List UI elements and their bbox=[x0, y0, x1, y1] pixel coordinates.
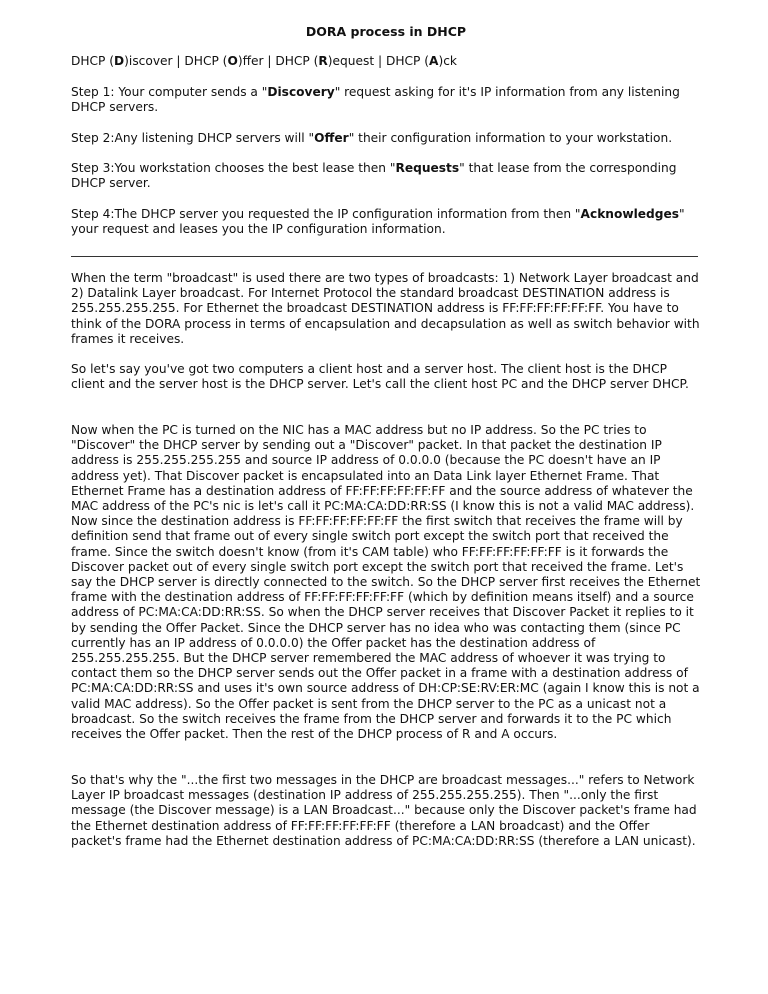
step-4: Step 4:The DHCP server you requested the IP configuration information from then "Acknowledges" your request and leases you the IP configuration information. bbox=[71, 207, 685, 237]
dora-acronym-line: DHCP (D)iscover | DHCP (O)ffer | DHCP (R)equest | DHCP (A)ck bbox=[71, 54, 457, 68]
paragraph-two-computers: So let's say you've got two computers a client host and a server host. The client host is the DHCP client and the server host is the DHCP server. Let's call the client host PC and the DHCP server DHCP. bbox=[71, 362, 689, 392]
paragraph-conclusion: So that's why the "...the first two messages in the DHCP are broadcast messages..." refers to Network Layer IP broadcast messages (destination IP address of 255.255.255.255). Then "...only the first message (the Discover message) is a LAN Broadcast..." because only the Discover packet's frame had the Ethernet destination address of FF:FF:FF:FF:FF:FF (therefore a LAN broadcast) and the Offer packet's frame had the Ethernet destination address of PC:MA:CA:DD:RR:SS (therefore a LAN unicast). bbox=[71, 773, 697, 848]
step-1: Step 1: Your computer sends a "Discovery" request asking for it's IP information from any listening DHCP servers. bbox=[71, 85, 680, 115]
step-3: Step 3:You workstation chooses the best lease then "Requests" that lease from the corresponding DHCP server. bbox=[71, 161, 677, 191]
step-2: Step 2:Any listening DHCP servers will "Offer" their configuration information to your workstation. bbox=[71, 131, 673, 145]
paragraph-dora-walkthrough: Now when the PC is turned on the NIC has a MAC address but no IP address. So the PC tries to "Discover" the DHCP server by sending out a "Discover" packet. In that packet the destination IP address is 255.255.255.255 and source IP address of 0.0.0.0 (because the PC doesn't have an IP address yet). That Discover packet is encapsulated into an Data Link layer Ethernet Frame. That Ethernet Frame has a destination address of FF:FF:FF:FF:FF:FF and the source address of whatever the MAC address of the PC's nic is let's call it PC:MA:CA:DD:RR:SS (I know this is not a valid MAC address). Now since the destination address is FF:FF:FF:FF:FF:FF the first switch that receives the frame will by definition send that frame out of every single switch port except the switch port that received the frame. Since the switch doesn't know (from it's CAM table) who FF:FF:FF:FF:FF:FF is it forwards the Discover packet out of every single switch port except the switch port that received the frame. Let's say the DHCP server is directly connected to the switch. So the DHCP server first receives the Ethernet frame with the destination address of FF:FF:FF:FF:FF:FF (which by definition means itself) and a source address of PC:MA:CA:DD:RR:SS. So when the DHCP server receives that Discover Packet it replies to it by sending the Offer Packet. Since the DHCP server has no idea who was contacting them (since PC currently has an IP address of 0.0.0.0) the Offer packet has the destination address of 255.255.255.255. But the DHCP server remembered the MAC address of whoever it was trying to contact them so the DHCP server sends out the Offer packet in a frame with a destination address of PC:MA:CA:DD:RR:SS and uses it's own source address of DH:CP:SE:RV:ER:MC (again I know this is not a valid MAC address). So the Offer packet is sent from the DHCP server to the PC as a unicast not a broadcast. So the switch receives the frame from the DHCP server and forwards it to the PC which receives the Offer packet. Then the rest of the DHCP process of R and A occurs. bbox=[71, 423, 701, 742]
horizontal-divider bbox=[71, 256, 698, 257]
page-title: DORA process in DHCP bbox=[305, 24, 467, 39]
paragraph-broadcast-types: When the term "broadcast" is used there are two types of broadcasts: 1) Network Layer broadcast and 2) Datalink Layer broadcast. For Internet Protocol the standard broadcast DESTINATION address is 255.255.255.255. For Ethernet the broadcast DESTINATION address is FF:FF:FF:FF:FF:FF. You have to think of the DORA process in terms of encapsulation and decapsulation as well as switch behavior with frames it receives. bbox=[71, 271, 700, 346]
